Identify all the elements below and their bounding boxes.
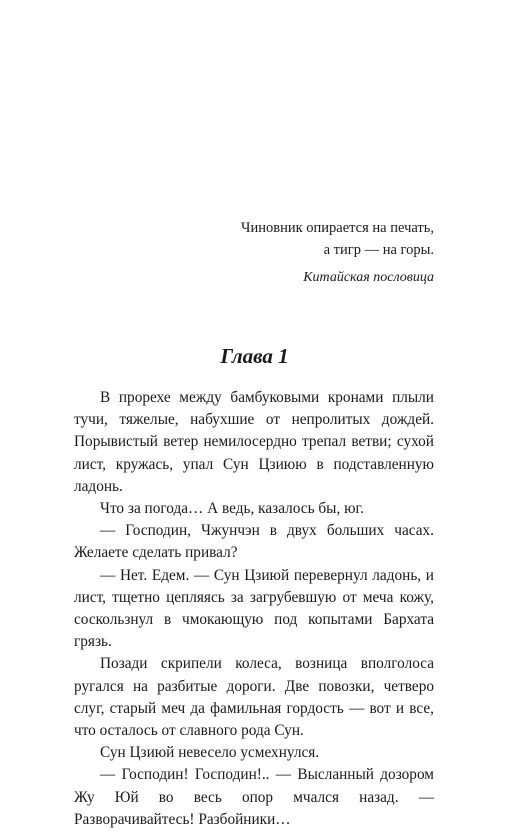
chapter-title: Глава 1 xyxy=(220,344,289,368)
paragraph: Сун Цзиюй невесело усмехнулся. xyxy=(100,744,320,762)
epigraph-attribution: Китайская пословица xyxy=(303,270,434,285)
epigraph xyxy=(241,217,434,289)
paragraph: — Нет. Едем. — Сун Цзиюй перевернул ладонь, и лист, тщетно цепляясь за загрубевшую от меча кожу, соскользнул в чмокающую под копытами Бархата грязь. xyxy=(74,566,434,651)
paragraph: — Господин, Чжунчэн в двух больших часах. Желаете сделать привал? xyxy=(74,522,434,562)
epigraph-line-1: Чиновник опирается на печать, xyxy=(241,220,434,236)
chapter-body xyxy=(74,387,434,831)
epigraph-line-2: а тигр — на горы. xyxy=(323,242,434,258)
paragraph: — Господин! Господин!.. — Высланный дозором Жу Юй во весь опор мчался назад. — Разворачивайтесь! Разбойники… xyxy=(74,766,434,828)
paragraph: Позади скрипели колеса, возница вполголоса ругался на разбитые дороги. Две повозки, четверо слуг, старый меч да фамильная гордость — вот и все, что осталось от славного рода Сун. xyxy=(74,655,434,740)
paragraph: В прорехе между бамбуковыми кронами плыли тучи, тяжелые, набухшие от непролитых дождей. Порывистый ветер немилосердно трепал ветви; сухой лист, кружась, упал Сун Цзиюю в подставленную ладонь. xyxy=(74,389,434,495)
paragraph: Что за погода… А ведь, казалось бы, юг. xyxy=(100,500,364,518)
